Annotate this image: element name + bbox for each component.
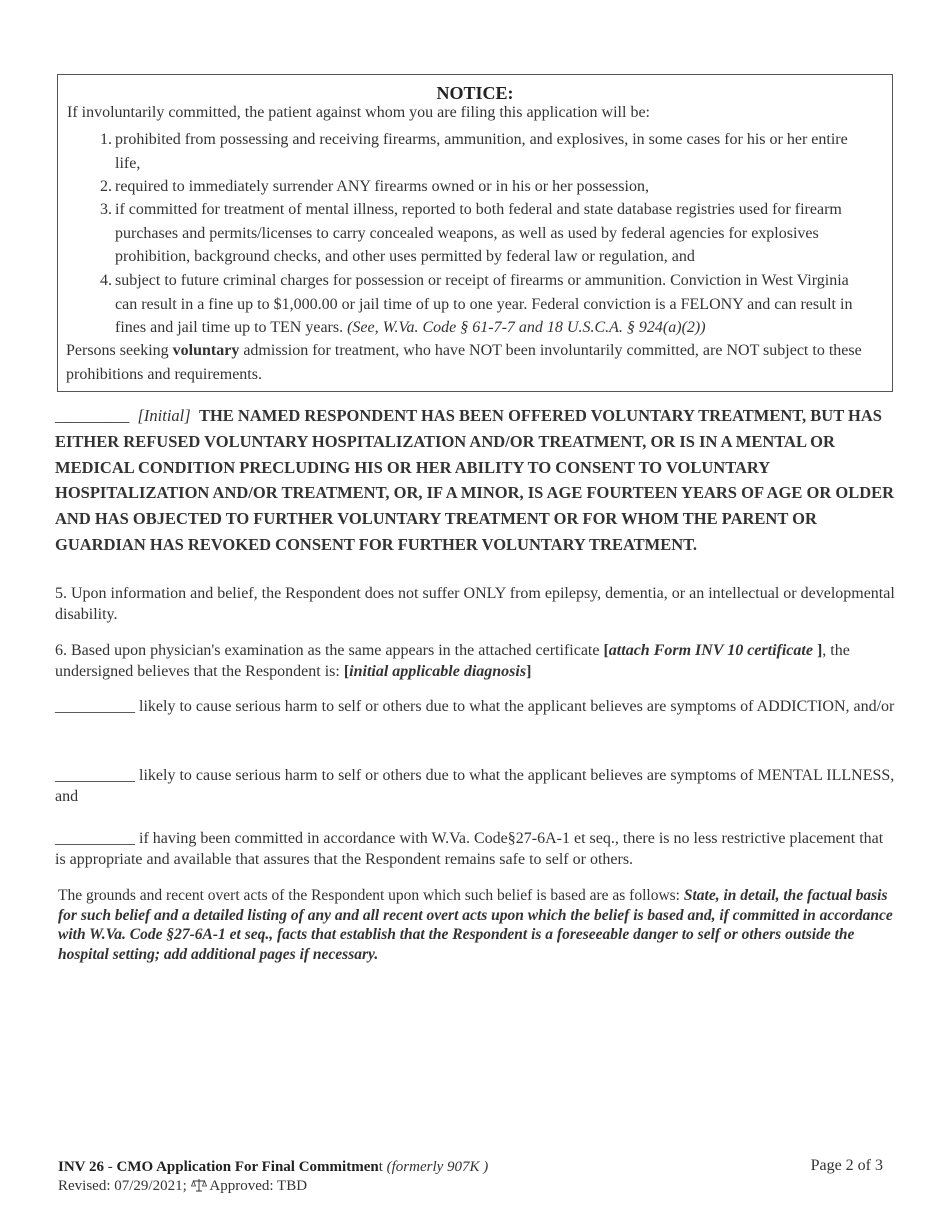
initial-attestation [55, 403, 895, 558]
notice-item-body: subject to future criminal charges for possession or receipt of firearms or ammunition. Conviction in West Virginia can result in a fine up to $1,000.00 or jail time of up to one year. Federal conviction is a FELONY and can result in fines and jail time up to TEN years. [115, 272, 853, 336]
grounds-instruction: State, in detail, the factual basis for such belief and a detailed listing of any and all recent overt acts upon which the belief is based and, if committed in accordance with W.Va. Code §27-6A-1 et seq., facts that establish that the Respondent is a foreseeable danger to self or others outside the hospital setting; add additional pages if necessary. [58, 887, 893, 963]
grounds-section [58, 886, 898, 964]
bracket-open: [ [603, 642, 609, 659]
approved-status: Approved: TBD [206, 1178, 308, 1194]
form-formerly: (formerly 907K ) [382, 1159, 489, 1175]
notice-footer-post: admission for treatment, who have NOT been involuntarily committed, are NOT subject to these prohibitions and requirements. [66, 342, 862, 383]
notice-item-number: 4. [100, 272, 112, 289]
scales-of-justice-icon [191, 1178, 207, 1192]
form-id: INV 26 [58, 1159, 104, 1175]
bracket-open: [ [343, 662, 350, 680]
notice-item-text: if committed for treatment of mental illness, reported to both federal and state database registries used for firearm purchases and permits/licenses to carry concealed weapons, as well as used by federal agencies for explosives prohibition, background checks, and other uses permitted by federal law or regulation, and [115, 201, 842, 265]
notice-box [57, 74, 893, 392]
bracket-close: ] [812, 642, 823, 659]
initial-attestation-text: THE NAMED RESPONDENT HAS BEEN OFFERED VOLUNTARY TREATMENT, BUT HAS EITHER REFUSED VOLUNTARY HOSPITALIZATION AND/OR TREATMENT, OR IS IN A MENTAL OR MEDICAL CONDITION PRECLUDING HIS OR HER ABILITY TO CONSENT TO VOLUNTARY HOSPITALIZATION AND/OR TREATMENT, OR, IF A MINOR, IS AGE FOURTEEN YEARS OF AGE OR OLDER AND HAS OBJECTED TO FURTHER VOLUNTARY TREATMENT OR FOR WHOM THE PARENT OR GUARDIAN HAS REVOKED CONSENT FOR FURTHER VOLUNTARY TREATMENT. [55, 406, 895, 554]
revised-date: Revised: 07/29/2021; [58, 1178, 191, 1194]
grounds-text: The grounds and recent overt acts of the Respondent upon which such belief is based are as follows: [58, 887, 684, 904]
notice-item-text: required to immediately surrender ANY firearms owned or in his or her possession, [115, 178, 649, 195]
notice-item-number: 2. [100, 178, 112, 195]
notice-intro: If involuntarily committed, the patient against whom you are filing this application will be: [67, 104, 650, 121]
initial-label: [Initial] [137, 406, 191, 425]
option-committed-blank[interactable]: __________ [55, 830, 135, 847]
form-footer-revision [58, 1177, 488, 1196]
paragraph-6-text-mid: , the undersigned believes that the Respondent is: [55, 642, 850, 680]
paragraph-5: 5. Upon information and belief, the Respondent does not suffer ONLY from epilepsy, dementia, or an intellectual or developmental disability. [55, 585, 895, 623]
option-less-restrictive [55, 829, 895, 870]
notice-footer-bold: voluntary [172, 342, 240, 359]
notice-footer-pre: Persons seeking [66, 342, 173, 359]
notice-item-number: 3. [100, 201, 112, 218]
option-addiction-text: likely to cause serious harm to self or others due to what the applicant believes are symptoms of ADDICTION, and/or [135, 698, 895, 715]
form-footer-title [58, 1158, 488, 1177]
option-mental-illness [55, 766, 895, 807]
notice-title: NOTICE: [436, 83, 514, 103]
option-addiction [55, 697, 895, 718]
option-addiction-blank[interactable]: __________ [55, 698, 135, 715]
paragraph-6 [55, 641, 895, 682]
form-title-tail: t [378, 1159, 383, 1175]
option-committed-text: if having been committed in accordance with W.Va. Code§27-6A-1 et seq., there is no less restrictive placement that is appropriate and available that assures that the Respondent remains safe to self or others. [55, 830, 884, 868]
bracket-close: ] [526, 662, 532, 680]
diagnosis-instruction: initial applicable diagnosis [349, 662, 527, 680]
initial-blank-line[interactable]: _________ [55, 406, 130, 425]
notice-item-number: 1. [100, 131, 112, 148]
page-number: Page 2 of 3 [810, 1157, 883, 1174]
notice-item-text: prohibited from possessing and receiving firearms, ammunition, and explosives, in some cases for his or her entire life, [115, 131, 848, 172]
notice-footer [66, 339, 881, 386]
statute-citation: (See, W.Va. Code § 61-7-7 and 18 U.S.C.A. § 924(a)(2)) [347, 319, 706, 336]
form-footer [58, 1158, 488, 1196]
attach-form-instruction: attach Form INV 10 certificate [608, 642, 813, 659]
option-mental-text: likely to cause serious harm to self or others due to what the applicant believes are symptoms of MENTAL ILLNESS, and [55, 767, 895, 805]
form-separator: - [103, 1159, 117, 1175]
form-title: CMO Application For Final Commitmen [116, 1159, 379, 1175]
option-mental-blank[interactable]: __________ [55, 767, 135, 784]
notice-item-text [115, 269, 871, 340]
paragraph-6-text: 6. Based upon physician's examination as the same appears in the attached certificate [55, 642, 604, 659]
